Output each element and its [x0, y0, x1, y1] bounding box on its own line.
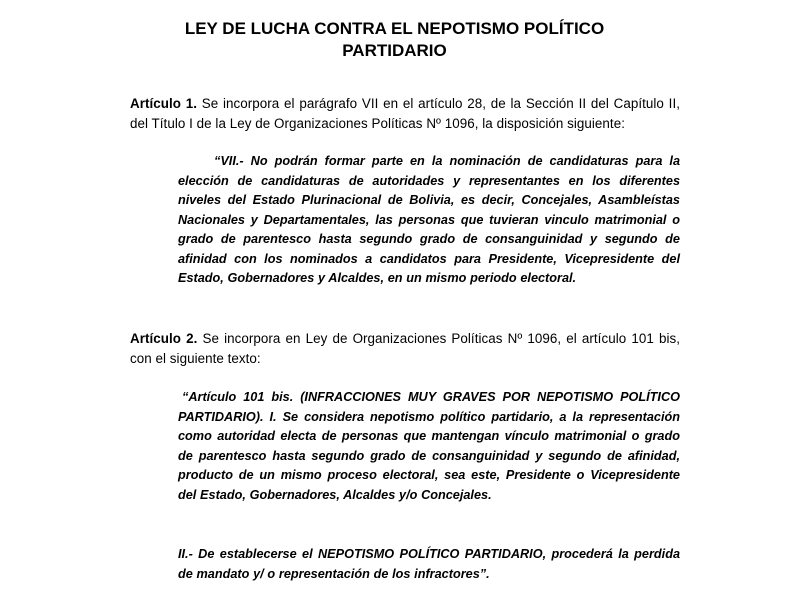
article-1-label: Artículo 1.: [130, 96, 198, 111]
article-1-quote: “VII.- No podrán formar parte en la nominación de candidaturas para la elección de candidaturas de autoridades y representantes en los diferentes niveles del Estado Plurinacional de Bolivia, es decir, Concejales, Asambleístas Nacionales y Departamentales, las personas que tuvieran vinculo matrimonial o grado de parentesco hasta segundo grado de consanguinidad y segundo de afinidad con los nominados a candidatos para Presidente, Vicepresidente del Estado, Gobernadores y Alcaldes, en un mismo periodo electoral.: [178, 154, 680, 285]
document-title: [0, 18, 789, 62]
article-2-quote: “Artículo 101 bis. (INFRACCIONES MUY GRAVES POR NEPOTISMO POLÍTICO PARTIDARIO). I. Se considera nepotismo político partidario, a la representación como autoridad electa de personas que mantengan vínculo matrimonial o grado de parentesco hasta segundo grado de consanguinidad y segundo de afinidad, producto de un mismo proceso electoral, sea este, Presidente o Vicepresidente del Estado, Gobernadores, Alcaldes y/o Concejales.: [178, 390, 680, 502]
article-2-quote-section-ii: II.- De establecerse el NEPOTISMO POLÍTICO PARTIDARIO, procederá la perdida de mandato y/ o representación de los infractores”.: [178, 547, 680, 581]
article-1-paragraph: [130, 94, 680, 133]
title-line-1: LEY DE LUCHA CONTRA EL NEPOTISMO POLÍTICO: [184, 19, 605, 38]
title-line-2: PARTIDARIO: [342, 41, 447, 60]
article-2-paragraph: [130, 329, 680, 368]
article-2-label: Artículo 2.: [130, 331, 198, 346]
article-2-text: Se incorpora en Ley de Organizaciones Políticas Nº 1096, el artículo 101 bis, con el siguiente texto:: [130, 331, 680, 366]
article-1-text: Se incorpora el parágrafo VII en el artículo 28, de la Sección II del Capítulo II, del Título I de la Ley de Organizaciones Políticas Nº 1096, la disposición siguiente:: [130, 96, 680, 131]
